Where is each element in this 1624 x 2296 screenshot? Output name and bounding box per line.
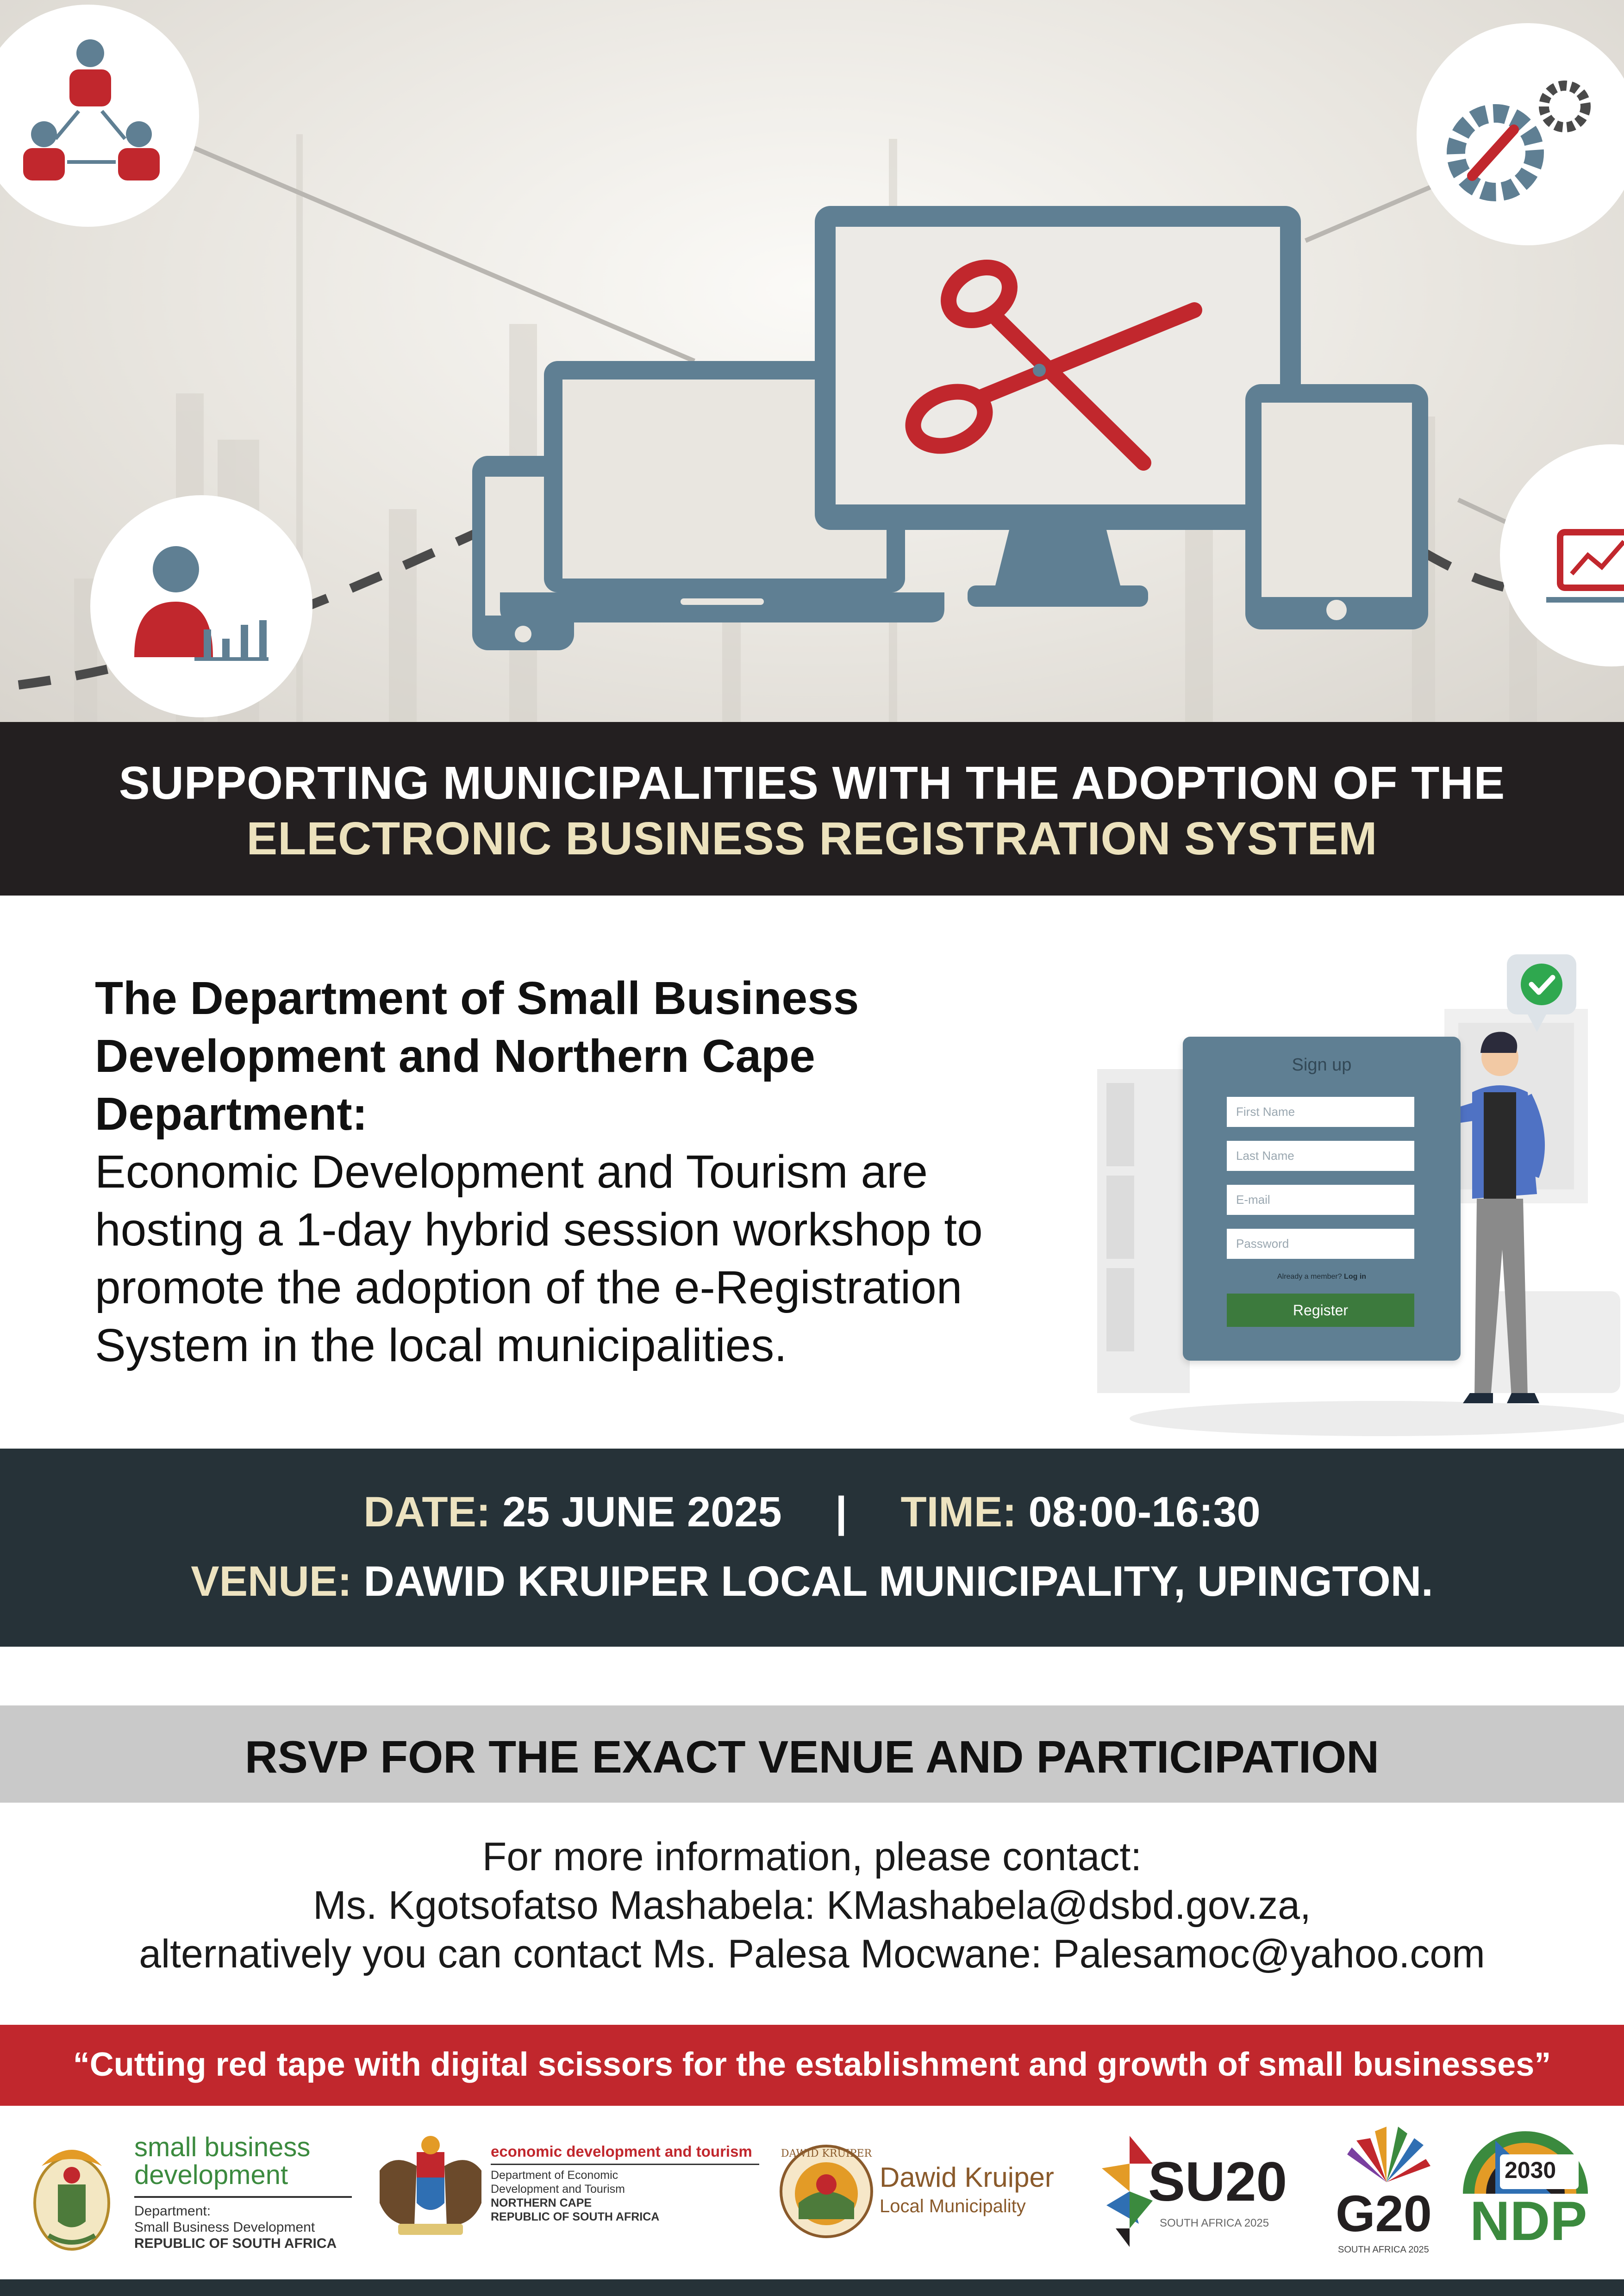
date-label: DATE: bbox=[363, 1488, 491, 1536]
rsvp-heading: RSVP FOR THE EXACT VENUE AND PARTICIPATION bbox=[244, 1731, 1380, 1782]
register-button[interactable]: Register bbox=[1227, 1294, 1414, 1327]
last-name-input[interactable]: Last Name bbox=[1227, 1141, 1414, 1171]
signup-card bbox=[1183, 1037, 1461, 1361]
dk-name-1: Dawid Kruiper bbox=[880, 2162, 1054, 2193]
edt-sub-4: REPUBLIC OF SOUTH AFRICA bbox=[491, 2210, 660, 2223]
contact-line-1: For more information, please contact: bbox=[482, 1835, 1142, 1879]
dawid-kruiper-seal-logo bbox=[778, 2134, 875, 2249]
intro-heading: The Department of Small Business Development and Northern Cape Department: bbox=[95, 972, 859, 1140]
signup-illustration bbox=[1093, 953, 1624, 1444]
team-network-icon bbox=[0, 5, 199, 227]
hero-illustration bbox=[0, 0, 1624, 722]
slogan-text: “Cutting red tape with digital scissors for the establishment and growth of small businesses” bbox=[73, 2046, 1551, 2083]
dsbd-name-line-2: development bbox=[134, 2160, 288, 2190]
first-name-input[interactable]: First Name bbox=[1227, 1097, 1414, 1127]
g20-protea-icon bbox=[1338, 2127, 1435, 2187]
time-label: TIME: bbox=[900, 1488, 1017, 1536]
dsbd-divider bbox=[134, 2196, 352, 2198]
dsbd-name bbox=[134, 2134, 310, 2189]
dsbd-name-line-1: small business bbox=[134, 2132, 311, 2162]
contact-line-3[interactable]: alternatively you can contact Ms. Palesa Mocwane: Palesamoc@yahoo.com bbox=[139, 1932, 1485, 1976]
signup-title: Sign up bbox=[1292, 1055, 1352, 1075]
email-input[interactable]: E-mail bbox=[1227, 1185, 1414, 1215]
g20-sub: SOUTH AFRICA 2025 bbox=[1338, 2245, 1429, 2255]
contact-line-2[interactable]: Ms. Kgotsofatso Mashabela: KMashabela@dsbd.gov.za, bbox=[313, 1883, 1311, 1928]
login-link[interactable]: Log in bbox=[1344, 1273, 1367, 1281]
edt-sub-3: NORTHERN CAPE bbox=[491, 2196, 592, 2209]
title-line-2: ELECTRONIC BUSINESS REGISTRATION SYSTEM bbox=[246, 813, 1378, 865]
edt-title: economic development and tourism bbox=[491, 2143, 752, 2160]
g20-name: G20 bbox=[1336, 2185, 1432, 2242]
rsvp-band bbox=[0, 1705, 1624, 1803]
northern-cape-crest-logo bbox=[370, 2134, 491, 2240]
settings-gears-icon bbox=[1417, 23, 1624, 245]
dsbd-sub-1: Department: bbox=[134, 2203, 211, 2219]
venue-label: VENUE: bbox=[191, 1558, 352, 1605]
intro-body: Economic Development and Tourism are hosting a 1-day hybrid session workshop to promote the adoption of the e-Registration System in the local municipalities. bbox=[95, 1146, 983, 1371]
logo-footer bbox=[0, 2106, 1624, 2279]
intro-paragraph bbox=[95, 970, 1076, 1375]
edt-subtext bbox=[491, 2168, 659, 2224]
title-banner bbox=[0, 722, 1624, 896]
dk-name-2: Local Municipality bbox=[880, 2196, 1026, 2216]
tablet-icon bbox=[1245, 384, 1428, 629]
member-text: Already a member? bbox=[1277, 1273, 1342, 1281]
dsbd-subtext bbox=[134, 2203, 337, 2252]
time-value: 08:00-16:30 bbox=[1028, 1488, 1261, 1536]
coat-of-arms-logo bbox=[28, 2134, 116, 2254]
date-time-line bbox=[0, 1488, 1624, 1537]
slogan-band bbox=[0, 2025, 1624, 2106]
venue-value: DAWID KRUIPER LOCAL MUNICIPALITY, UPINGTON. bbox=[363, 1558, 1433, 1605]
bottom-strip bbox=[0, 2279, 1624, 2296]
edt-divider bbox=[491, 2164, 759, 2165]
dk-seal-text: DAWID KRUIPER bbox=[781, 2148, 872, 2159]
dsbd-sub-3: REPUBLIC OF SOUTH AFRICA bbox=[134, 2236, 337, 2251]
edt-sub-2: Development and Tourism bbox=[491, 2183, 625, 2196]
su20-flower-icon bbox=[1102, 2136, 1153, 2247]
venue-line bbox=[0, 1557, 1624, 1606]
password-input[interactable]: Password bbox=[1227, 1229, 1414, 1259]
event-details-band bbox=[0, 1449, 1624, 1647]
dsbd-sub-2: Small Business Development bbox=[134, 2220, 315, 2235]
ndp-year: 2030 bbox=[1505, 2157, 1556, 2183]
edt-sub-1: Department of Economic bbox=[491, 2169, 618, 2182]
title-line-1: SUPPORTING MUNICIPALITIES WITH THE ADOPTION OF THE bbox=[119, 757, 1505, 809]
ndp-name: NDP bbox=[1470, 2190, 1587, 2252]
su20-sub: SOUTH AFRICA 2025 bbox=[1160, 2217, 1269, 2229]
su20-name: SU20 bbox=[1148, 2151, 1287, 2213]
presenter-chart-icon bbox=[90, 495, 312, 717]
date-time-separator: | bbox=[835, 1488, 847, 1536]
login-prompt bbox=[1183, 1273, 1461, 1281]
date-value: 25 JUNE 2025 bbox=[502, 1488, 782, 1536]
devices-scissors-graphic bbox=[0, 0, 1624, 722]
contact-info bbox=[0, 1833, 1624, 1979]
